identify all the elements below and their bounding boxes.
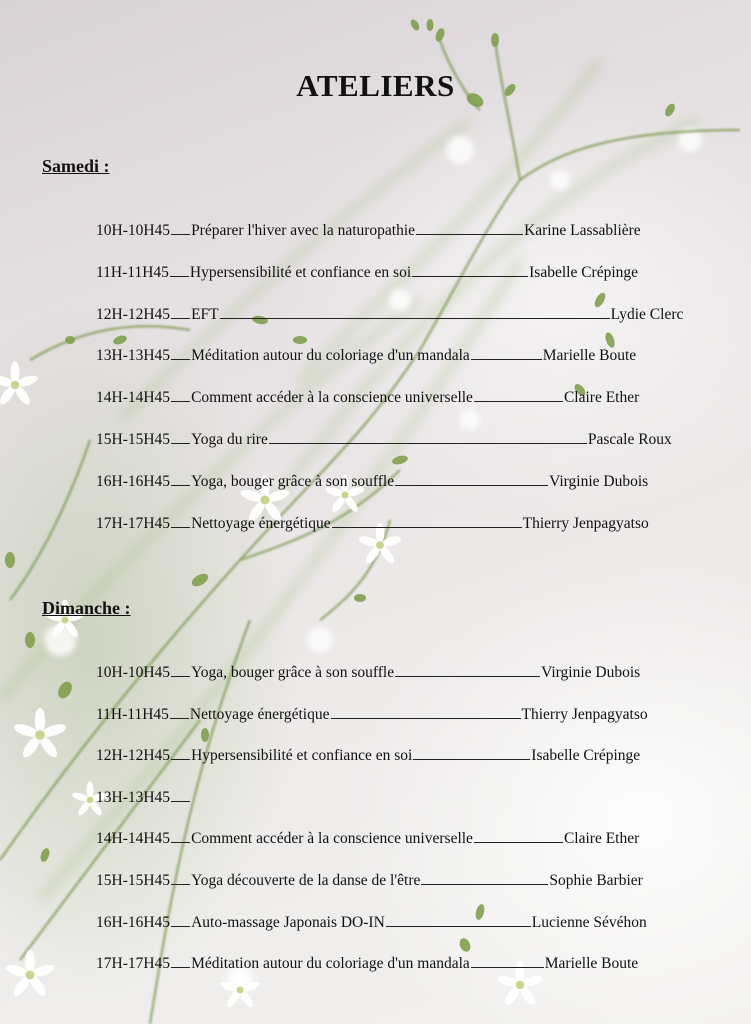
workshop-topic: Nettoyage énergétique (191, 514, 331, 532)
underline-separator (421, 870, 548, 885)
workshop-topic: Préparer l'hiver avec la naturopathie (191, 222, 416, 239)
time-slot: 13H-13H45 (96, 347, 171, 365)
underline-separator (171, 787, 190, 802)
underline-separator (171, 912, 190, 927)
underline-separator (171, 304, 190, 319)
time-slot: 12H-12H45 (96, 305, 171, 323)
schedule-row (96, 745, 640, 767)
underline-separator (171, 828, 190, 843)
workshop-topic: EFT (191, 305, 219, 323)
underline-separator (171, 745, 190, 760)
time-slot: 16H-16H45 (96, 913, 171, 931)
underline-separator (171, 387, 190, 402)
presenter-name: Marielle Boute (542, 347, 637, 365)
schedule-row (96, 429, 672, 451)
schedule-row (96, 262, 638, 284)
underline-separator (171, 471, 190, 486)
underline-separator (171, 513, 190, 528)
workshop-topic: Yoga découverte de la danse de l'être (191, 872, 421, 889)
time-slot: 17H-17H45 (96, 514, 171, 532)
workshop-topic: Yoga, bouger grâce à son souffle (191, 472, 395, 490)
underline-separator (171, 429, 190, 444)
presenter-name: Claire Ether (563, 830, 640, 848)
presenter-name: Thierry Jenpagyatso (521, 705, 648, 723)
presenter-name: Virginie Dubois (541, 664, 641, 681)
underline-separator (171, 953, 190, 968)
workshop-topic: Nettoyage énergétique (189, 705, 330, 723)
presenter-name: Lydie Clerc (610, 305, 684, 323)
schedule-row (96, 787, 191, 809)
sunday-heading: Dimanche : (42, 598, 131, 618)
workshop-topic: Auto-massage Japonais DO-IN (191, 913, 385, 931)
underline-separator (171, 870, 190, 885)
schedule-row (96, 662, 640, 684)
underline-separator (170, 704, 189, 719)
time-slot: 16H-16H45 (96, 472, 171, 490)
underline-separator (412, 262, 528, 277)
schedule-row (96, 828, 639, 850)
time-slot: 10H-10H45 (96, 222, 171, 239)
time-slot: 15H-15H45 (96, 872, 171, 889)
time-slot: 17H-17H45 (96, 955, 171, 973)
schedule-row (96, 471, 648, 493)
workshop-topic: Comment accéder à la conscience universelle (191, 830, 473, 848)
page-title: ATELIERS (296, 68, 455, 103)
time-slot: 11H-11H45 (96, 263, 169, 281)
underline-separator (395, 471, 548, 486)
presenter-name: Isabelle Crépinge (529, 263, 639, 281)
saturday-heading: Samedi : (42, 156, 110, 176)
workshop-topic: Méditation autour du coloriage d'un mandala (191, 955, 470, 973)
presenter-name: Lucienne Sévéhon (531, 913, 647, 931)
schedule-row (96, 220, 641, 242)
schedule-row (96, 953, 638, 975)
time-slot: 14H-14H45 (96, 389, 171, 407)
presenter-name: Isabelle Crépinge (531, 747, 641, 765)
time-slot: 10H-10H45 (96, 664, 171, 681)
schedule-row (96, 387, 639, 409)
time-slot: 15H-15H45 (96, 431, 171, 448)
underline-separator (171, 345, 190, 360)
time-slot: 14H-14H45 (96, 830, 171, 848)
workshop-topic: Yoga du rire (191, 431, 268, 448)
presenter-name: Pascale Roux (587, 431, 672, 448)
schedule-row (96, 704, 648, 726)
underline-separator (395, 662, 540, 677)
time-slot: 11H-11H45 (96, 705, 169, 723)
underline-separator (471, 345, 542, 360)
schedule-row (96, 513, 649, 535)
schedule-row (96, 304, 683, 326)
underline-separator (220, 304, 610, 319)
workshop-topic: Yoga, bouger grâce à son souffle (191, 664, 395, 681)
underline-separator (331, 704, 521, 719)
schedule-row (96, 912, 647, 934)
underline-separator (416, 220, 523, 235)
underline-separator (170, 262, 189, 277)
presenter-name: Thierry Jenpagyatso (522, 514, 649, 532)
workshop-topic: Hypersensibilité et confiance en soi (189, 263, 412, 281)
presenter-name: Sophie Barbier (549, 872, 643, 889)
underline-separator (474, 828, 563, 843)
presenter-name: Virginie Dubois (549, 472, 649, 490)
workshop-topic: Méditation autour du coloriage d'un mandala (191, 347, 470, 365)
presenter-name: Claire Ether (563, 389, 640, 407)
underline-separator (386, 912, 531, 927)
presenter-name: Marielle Boute (544, 955, 639, 973)
workshop-topic: Hypersensibilité et confiance en soi (191, 747, 413, 765)
time-slot: 12H-12H45 (96, 747, 171, 765)
schedule-row (96, 870, 643, 892)
schedule-row (96, 345, 636, 367)
underline-separator (474, 387, 563, 402)
underline-separator (171, 220, 190, 235)
underline-separator (269, 429, 587, 444)
underline-separator (471, 953, 544, 968)
workshop-topic: Comment accéder à la conscience universelle (191, 389, 473, 407)
underline-separator (171, 662, 190, 677)
presenter-name: Karine Lassablière (524, 222, 641, 239)
underline-separator (413, 745, 530, 760)
underline-separator (332, 513, 522, 528)
time-slot: 13H-13H45 (96, 788, 171, 806)
